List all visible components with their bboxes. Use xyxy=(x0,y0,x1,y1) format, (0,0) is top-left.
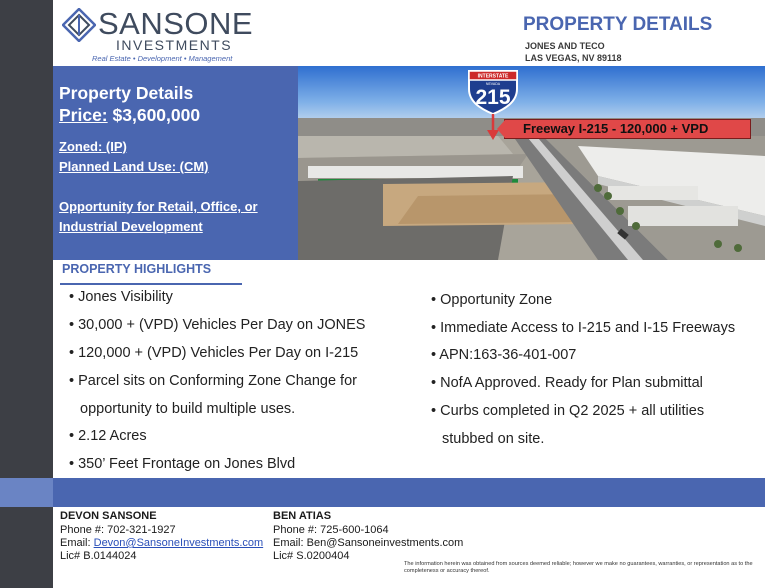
land-use-text: Planned Land Use: (CM) xyxy=(59,159,209,174)
diamond-logo-icon xyxy=(62,8,96,42)
highlights-underline xyxy=(60,283,242,285)
aerial-illustration xyxy=(298,66,765,260)
highlight-left-3: • 120,000 + (VPD) Vehicles Per Day on I-215 xyxy=(69,345,359,361)
opportunity-line1: Opportunity for Retail, Office, or xyxy=(59,199,258,214)
contact-1-email-row: Email: Devon@SansoneInvestments.com xyxy=(60,537,264,549)
page-title: PROPERTY DETAILS xyxy=(523,14,713,35)
address-line1: JONES AND TECO xyxy=(525,41,605,51)
summary-heading: Property Details xyxy=(59,83,194,103)
highlight-right-5: • Curbs completed in Q2 2025 + all utilities xyxy=(431,403,705,419)
zoned-text: Zoned: (IP) xyxy=(59,139,127,154)
footer-band xyxy=(0,478,765,507)
highlights-title: PROPERTY HIGHLIGHTS xyxy=(62,262,212,276)
interstate-shield-icon xyxy=(465,69,521,115)
brand-logo xyxy=(62,6,254,66)
contact-2-license: Lic# S.0200404 xyxy=(273,550,350,562)
brand-name: SANSONE xyxy=(98,6,254,41)
contact-2-phone: Phone #: 725-600-1064 xyxy=(273,524,389,536)
opportunity-line2: Industrial Development xyxy=(59,219,203,234)
footer-band-accent xyxy=(0,478,53,507)
highlight-left-4: • Parcel sits on Conforming Zone Change for xyxy=(69,373,357,389)
price-row xyxy=(59,105,200,126)
highlight-right-2: • Immediate Access to I-215 and I-15 Freeways xyxy=(431,320,736,336)
contact-1-phone: Phone #: 702-321-1927 xyxy=(60,524,176,536)
contact-1-email-link[interactable]: Devon@SansoneInvestments.com xyxy=(93,537,264,549)
contact-2-email-row: Email: Ben@Sansoneinvestments.com xyxy=(273,537,464,549)
price-value: $3,600,000 xyxy=(112,105,201,125)
svg-text:215: 215 xyxy=(475,86,511,109)
highlight-right-1: • Opportunity Zone xyxy=(431,292,553,308)
highlight-right-5-cont: stubbed on site. xyxy=(442,431,545,447)
callout-arrow xyxy=(497,120,505,138)
highlight-right-3: • APN:163-36-401-007 xyxy=(431,347,577,363)
highlight-left-4-cont: opportunity to build multiple uses. xyxy=(80,401,296,417)
brand-sub: INVESTMENTS xyxy=(116,37,233,53)
svg-text:NEVADA: NEVADA xyxy=(485,82,501,86)
disclaimer: The information herein was obtained from sources deemed reliable; however we make no guarantees, warranties, or representation as to the completeness or accuracy thereof. xyxy=(404,561,753,574)
contact-2-email[interactable]: Ben@Sansoneinvestments.com xyxy=(306,537,464,549)
contact-1-name: DEVON SANSONE xyxy=(60,510,157,522)
brand-tagline: Real Estate • Development • Management xyxy=(92,54,233,63)
freeway-callout xyxy=(504,119,751,139)
address-line2: LAS VEGAS, NV 89118 xyxy=(525,53,622,63)
highlight-left-6: • 350’ Feet Frontage on Jones Blvd xyxy=(69,456,296,472)
aerial-photo xyxy=(298,66,765,260)
highlight-right-4: • NofA Approved. Ready for Plan submittal xyxy=(431,375,703,391)
callout-text: Freeway I-215 - 120,000 + VPD xyxy=(523,121,709,136)
svg-text:INTERSTATE: INTERSTATE xyxy=(477,73,509,80)
highlight-left-2: • 30,000 + (VPD) Vehicles Per Day on JONES xyxy=(69,317,366,333)
contact-2-name: BEN ATIAS xyxy=(273,510,332,522)
highlight-left-1: • Jones Visibility xyxy=(69,289,173,305)
price-label: Price: xyxy=(59,105,108,125)
contact-1-license: Lic# B.0144024 xyxy=(60,550,137,562)
highlight-left-5: • 2.12 Acres xyxy=(69,428,147,444)
